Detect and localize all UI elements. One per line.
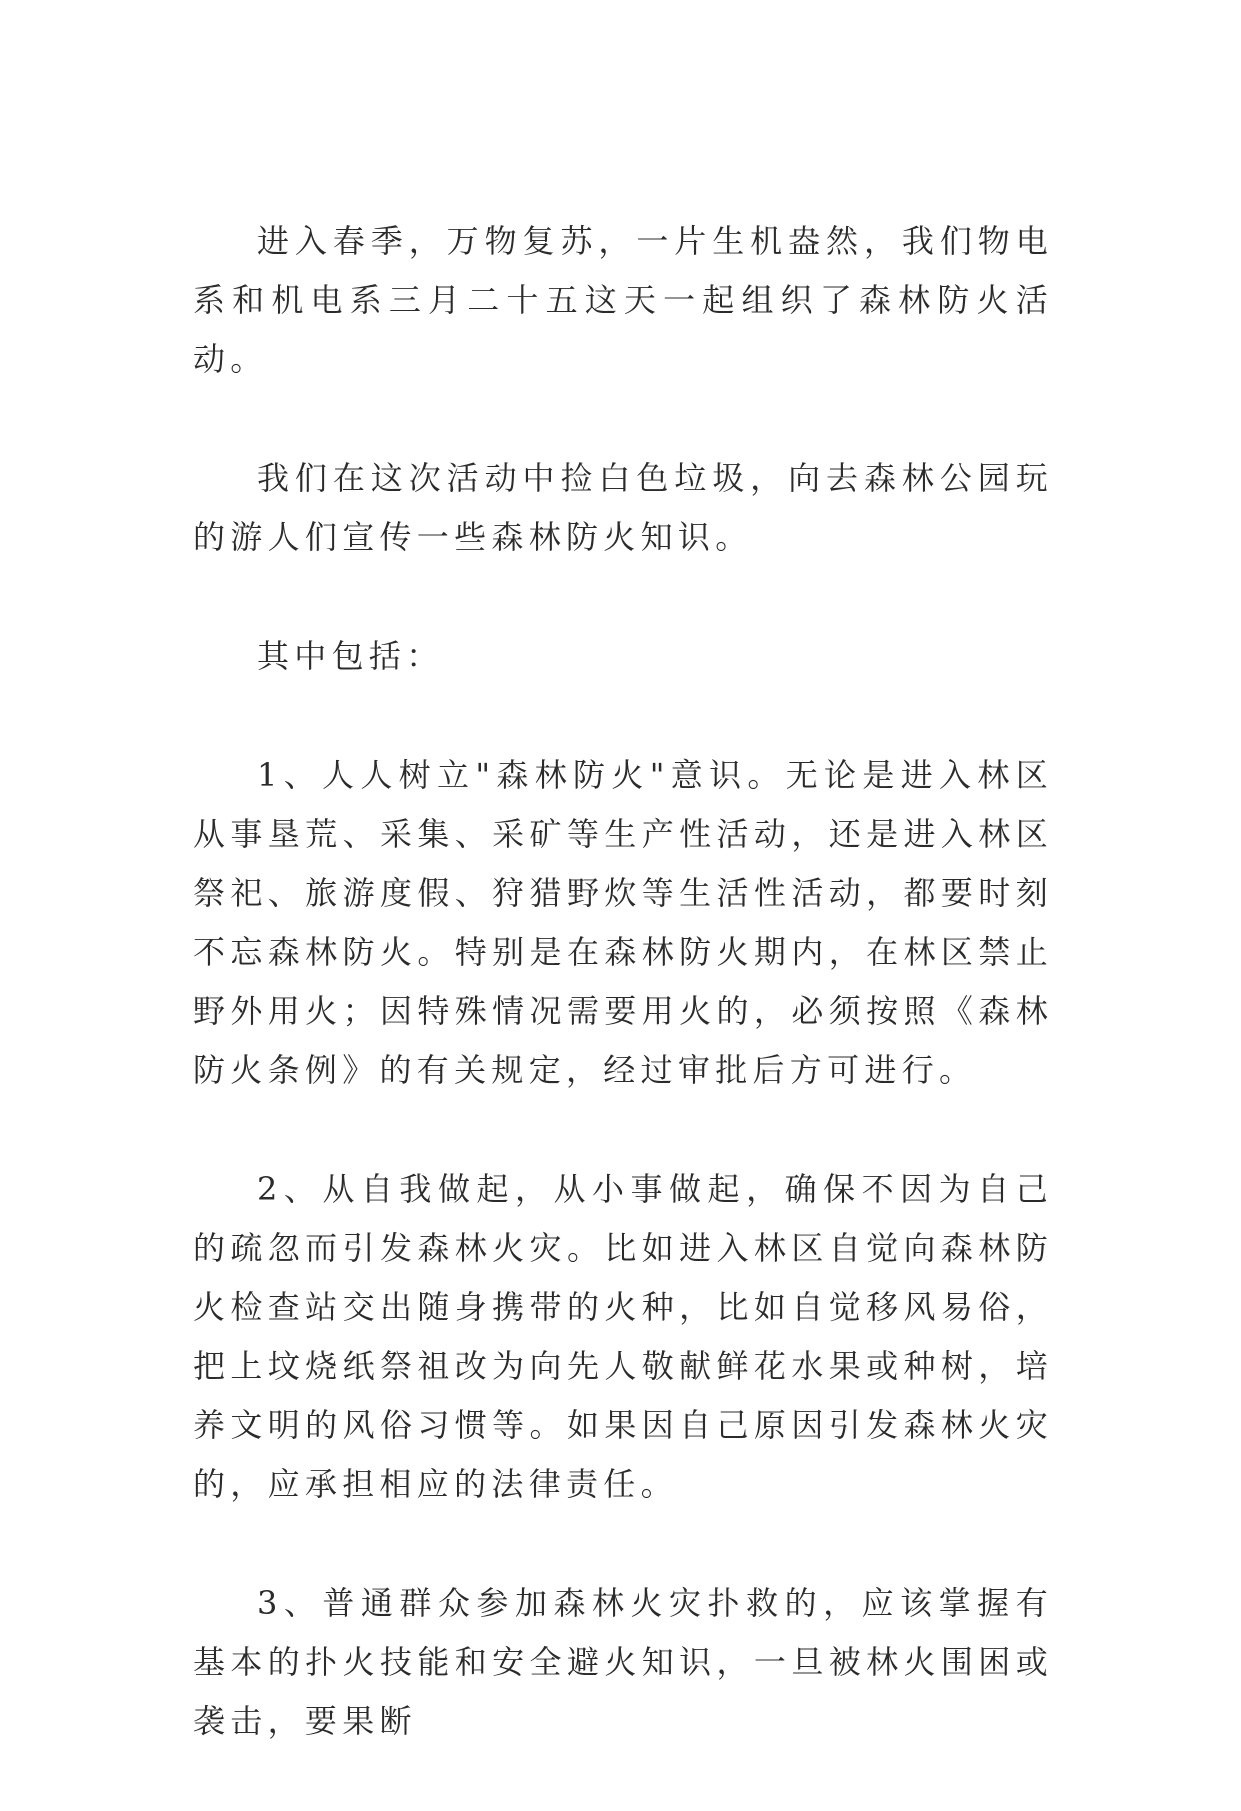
paragraph-item-1: 1、人人树立"森林防火"意识。无论是进入林区从事垦荒、采集、采矿等生产性活动，还是进入林区祭祀、旅游度假、狩猎野炊等生活性活动，都要时刻不忘森林防火。特别是在森林防火期内，在林区禁止野外用火；因特殊情况需要用火的，必须按照《森林防火条例》的有关规定，经过审批后方可进行。 [193, 756, 1053, 1089]
paragraph-item-2: 2、从自我做起，从小事做起，确保不因为自己的疏忽而引发森林火灾。比如进入林区自觉向森林防火检查站交出随身携带的火种，比如自觉移风易俗，把上坟烧纸祭祖改为向先人敬献鲜花水果或种树，培养文明的风俗习惯等。如果因自己原因引发森林火灾的，应承担相应的法律责任。 [193, 1170, 1053, 1503]
paragraph-intro: 进入春季，万物复苏，一片生机盎然，我们物电系和机电系三月二十五这天一起组织了森林防火活动。 [193, 222, 1053, 378]
paragraph-includes: 其中包括： [257, 637, 444, 675]
paragraph-item-3: 3、普通群众参加森林火灾扑救的，应该掌握有基本的扑火技能和安全避火知识，一旦被林火围困或袭击，要果断 [193, 1584, 1053, 1740]
paragraph-activity: 我们在这次活动中捡白色垃圾，向去森林公园玩的游人们宣传一些森林防火知识。 [193, 459, 1053, 556]
document-body [193, 212, 1053, 1811]
